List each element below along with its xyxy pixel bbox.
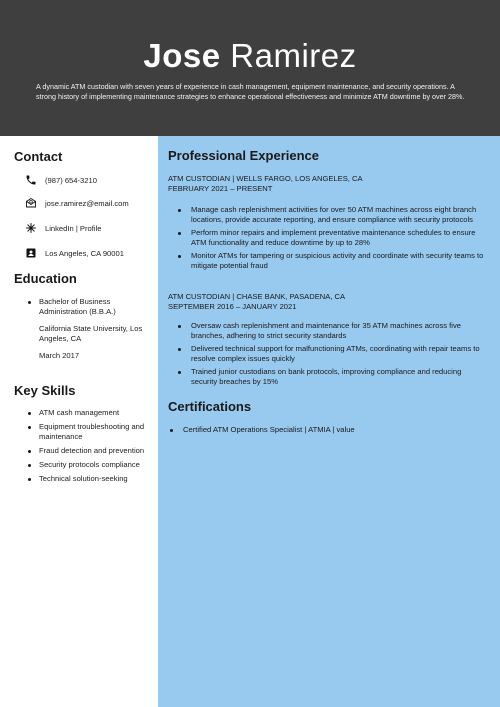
job-bullets-wells-fargo (178, 205, 484, 274)
contact-email (25, 196, 129, 210)
skill-item: Technical solution-seeking (27, 474, 155, 484)
education-school: California State University, Los Angeles, CA (39, 324, 143, 343)
last-name: Ramirez (230, 37, 357, 74)
contact-heading: Contact (14, 149, 63, 164)
certification-item: Certified ATM Operations Specialist | ATMIA | value (170, 425, 476, 435)
address-text: Los Angeles, CA 90001 (45, 248, 124, 258)
contact-phone (25, 173, 97, 187)
resume-header (0, 0, 500, 136)
contact-linkedin (25, 221, 102, 235)
job-bullet: Delivered technical support for malfunctioning ATMs, coordinating with repair teams to resolve complex issues quickly (178, 344, 484, 364)
job-title-wells-fargo: ATM CUSTODIAN | WELLS FARGO, LOS ANGELES, CA (168, 174, 363, 183)
candidate-name (0, 38, 500, 74)
education-degree: Bachelor of Business Administration (B.B.A.) (27, 297, 155, 317)
job-title-chase-bank: ATM CUSTODIAN | CHASE BANK, PASADENA, CA (168, 292, 346, 301)
job-bullets-chase-bank (178, 321, 484, 390)
certifications-heading: Certifications (168, 399, 252, 414)
skills-list (27, 408, 155, 488)
email-text[interactable]: jose.ramirez@email.com (45, 198, 129, 208)
education-date: March 2017 (39, 351, 80, 360)
skill-item: Security protocols compliance (27, 460, 155, 470)
linkedin-text[interactable]: LinkedIn | Profile (45, 223, 102, 233)
job-bullet: Oversaw cash replenishment and maintenance for 35 ATM machines across five branches, adhering to strict security standards (178, 321, 484, 341)
education-list (27, 297, 155, 361)
skill-item: Fraud detection and prevention (27, 446, 155, 456)
job-bullet: Monitor ATMs for tampering or suspicious activity and coordinate with security teams to mitigate potential fraud (178, 251, 484, 271)
professional-summary: A dynamic ATM custodian with seven years of experience in cash management, equipment maintenance, and security operations. A strong history of implementing maintenance strategies to enhance operational effectiveness and minimize ATM downtime by over 28%. (36, 82, 465, 101)
experience-heading: Professional Experience (168, 148, 320, 163)
key-skills-heading: Key Skills (14, 383, 76, 398)
first-name: Jose (143, 37, 221, 74)
address-card-icon (25, 247, 37, 259)
contact-address (25, 246, 124, 260)
skill-item: ATM cash management (27, 408, 155, 418)
education-heading: Education (14, 271, 77, 286)
job-dates-wells-fargo: FEBRUARY 2021 – PRESENT (168, 184, 273, 193)
job-bullet: Manage cash replenishment activities for over 50 ATM machines across eight branch locations, provide accurate reporting, and ensure compliance with security protocols (178, 205, 484, 225)
phone-text[interactable]: (987) 654-3210 (45, 175, 97, 185)
skill-item: Equipment troubleshooting and maintenance (27, 422, 155, 442)
job-bullet: Trained junior custodians on bank protocols, improving compliance and reducing security breaches by 15% (178, 367, 484, 387)
job-bullet: Perform minor repairs and implement preventative maintenance schedules to ensure ATM functionality and reduce downtime by up to 28% (178, 228, 484, 248)
email-icon (25, 197, 37, 209)
job-dates-chase-bank: SEPTEMBER 2016 – JANUARY 2021 (168, 302, 297, 311)
phone-icon (25, 174, 37, 186)
linkedin-icon (25, 222, 37, 234)
certifications-list (170, 425, 476, 438)
